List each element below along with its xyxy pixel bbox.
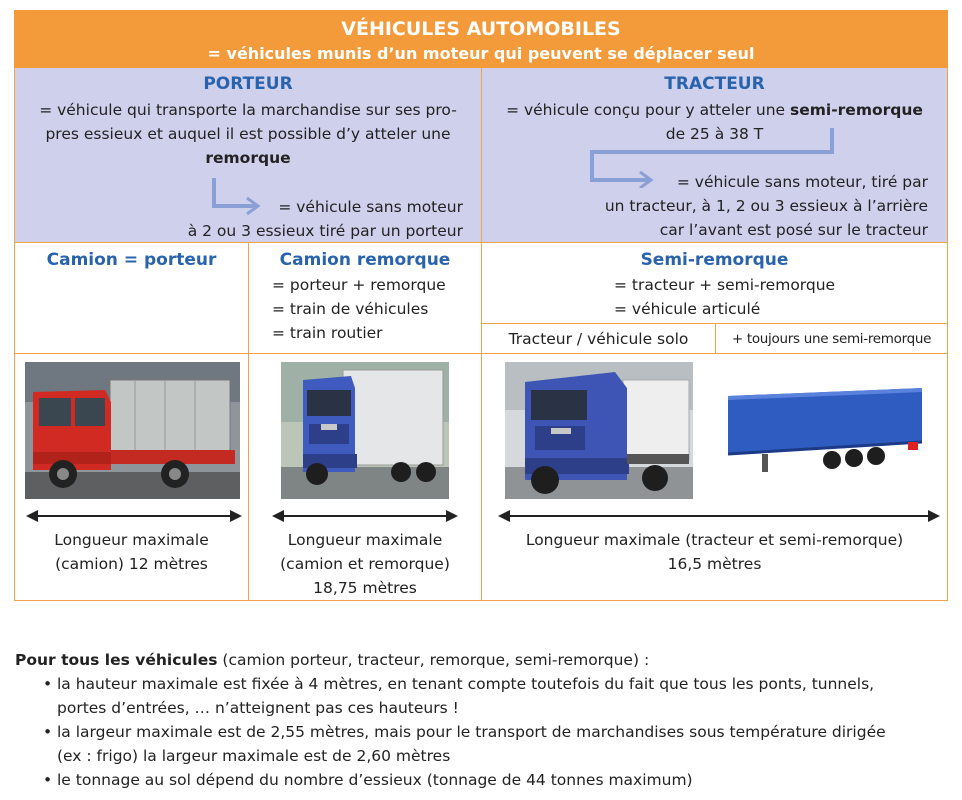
tracteur-title: TRACTEUR	[664, 74, 765, 94]
porteur-line2: pres essieux et auquel il est possible d’y atteler une	[45, 125, 451, 143]
porteur-line3: remorque	[205, 149, 291, 167]
notes-list	[15, 672, 945, 792]
camion-length-2: (camion) 12 mètres	[55, 555, 208, 573]
header-title: VÉHICULES AUTOMOBILES	[341, 18, 621, 40]
bullet: •	[43, 771, 53, 789]
semi-length-2: 16,5 mètres	[667, 555, 762, 573]
header-subtitle: = véhicules munis d’un moteur qui peuvent se déplacer seul	[207, 44, 755, 63]
semi-def-2: un tracteur, à 1, 2 ou 3 essieux à l’arrière	[604, 197, 928, 215]
camion-remorque-l1: = porteur + remorque	[272, 276, 446, 294]
camion-remorque-title: Camion remorque	[279, 250, 451, 270]
tracteur-solo-label: Tracteur / véhicule solo	[508, 330, 689, 348]
note-tonnage: le tonnage au sol dépend du nombre d’essieux (tonnage de 44 tonnes maximum)	[57, 771, 693, 789]
bullet: •	[43, 723, 53, 741]
list-item	[15, 768, 945, 792]
note-width-2: (ex : frigo) la largeur maximale est de 2,60 mètres	[57, 747, 451, 765]
notes-lead-bold: Pour tous les véhicules	[15, 651, 218, 669]
semi-def-3: car l’avant est posé sur le tracteur	[659, 221, 928, 239]
remorque-length-2: (camion et remorque)	[280, 555, 450, 573]
tractor-unit-photo	[505, 362, 693, 503]
list-item	[15, 672, 945, 720]
note-height-1: la hauteur maximale est fixée à 4 mètres, en tenant compte toutefois du fait que tous les ponts, tunnels,	[57, 675, 875, 693]
semi-def-1: = véhicule sans moteur, tiré par	[676, 173, 928, 191]
camion-length-1: Longueur maximale	[54, 531, 209, 549]
porteur-line1: = véhicule qui transporte la marchandise sur ses pro-	[39, 101, 457, 119]
list-item	[15, 720, 945, 768]
remorque-length-1: Longueur maximale	[287, 531, 443, 549]
remorque-def-1: = véhicule sans moteur	[278, 198, 463, 216]
tracteur-line1-bold: semi-remorque	[790, 101, 923, 119]
note-width-1: la largeur maximale est de 2,55 mètres, mais pour le transport de marchandises sous température dirigée	[57, 723, 886, 741]
camion-porteur-title: Camion = porteur	[46, 250, 217, 270]
notes-lead	[15, 648, 945, 672]
tracteur-line1	[482, 98, 947, 122]
toujours-semi-label: + toujours une semi-remorque	[731, 331, 932, 347]
semi-length-1: Longueur maximale (tracteur et semi-remorque)	[525, 531, 904, 549]
double-arrow-icon	[26, 508, 242, 527]
semi-trailer-photo	[722, 378, 930, 490]
header-banner	[14, 10, 948, 68]
porteur-title: PORTEUR	[203, 74, 293, 94]
semi-remorque-l1: = tracteur + semi-remorque	[614, 276, 836, 294]
double-arrow-icon	[272, 508, 458, 527]
camion-remorque-l2: = train de véhicules	[272, 300, 429, 318]
red-truck-photo	[25, 362, 240, 503]
bullet: •	[43, 675, 53, 693]
camion-remorque-l3: = train routier	[272, 324, 383, 342]
note-height-2: portes d’entrées, … n’atteignent pas ces hauteurs !	[57, 699, 459, 717]
remorque-length-3: 18,75 mètres	[313, 579, 417, 597]
semi-remorque-l2: = véhicule articulé	[614, 300, 761, 318]
tracteur-line2: de 25 à 38 T	[665, 125, 764, 143]
double-arrow-icon	[498, 508, 940, 527]
notes-lead-rest: (camion porteur, tracteur, remorque, semi-remorque) :	[217, 651, 650, 669]
divider-row2	[15, 353, 947, 354]
semi-remorque-title: Semi-remorque	[640, 250, 789, 270]
tracteur-line1-text: = véhicule conçu pour y atteler une	[506, 101, 791, 119]
blue-truck-trailer-photo	[281, 362, 449, 503]
general-notes	[15, 648, 945, 792]
remorque-def-2: à 2 ou 3 essieux tiré par un porteur	[187, 222, 463, 240]
